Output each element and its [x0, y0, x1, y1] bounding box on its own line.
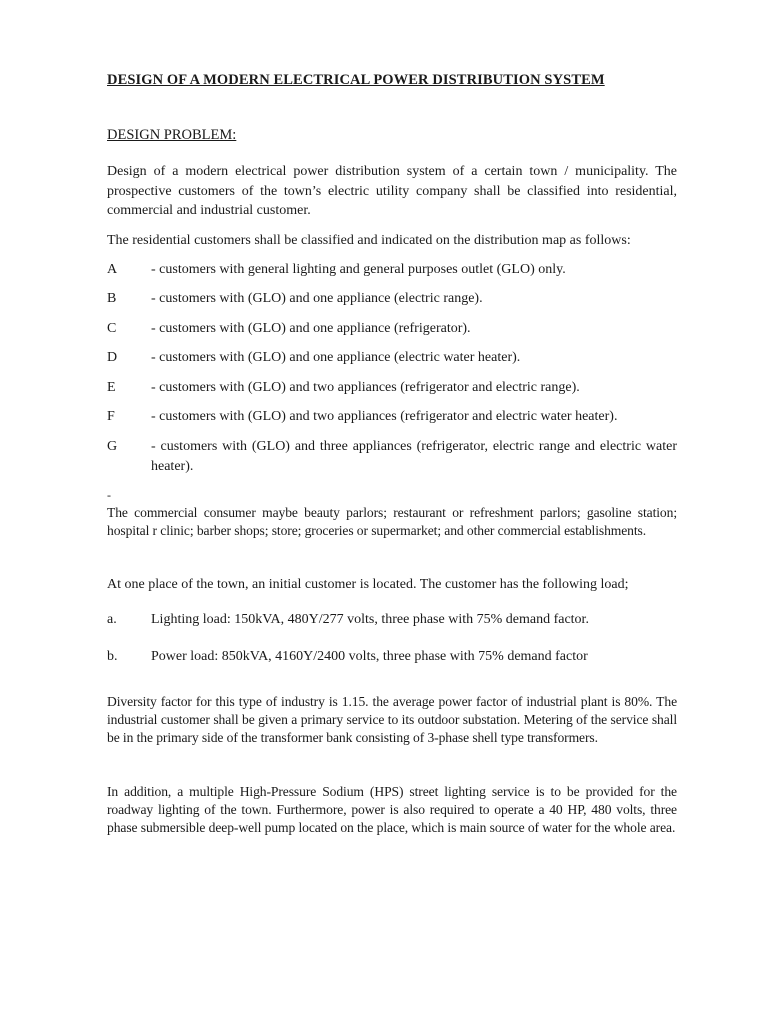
list-letter: a.: [107, 612, 117, 627]
list-text: - customers with (GLO) and one appliance (electric range).: [151, 291, 483, 306]
list-letter: E: [107, 380, 116, 395]
list-letter: C: [107, 321, 117, 336]
list-text: - customers with (GLO) and two appliances (refrigerator and electric range).: [151, 380, 580, 395]
residential-intro-paragraph: The residential customers shall be classified and indicated on the distribution map as follows:: [107, 233, 631, 248]
document-title: DESIGN OF A MODERN ELECTRICAL POWER DISTRIBUTION SYSTEM: [107, 72, 605, 88]
list-letter: B: [107, 291, 117, 306]
list-text: - customers with (GLO) and one appliance (electric water heater).: [151, 350, 521, 365]
list-text: Power load: 850kVA, 4160Y/2400 volts, three phase with 75% demand factor: [151, 649, 588, 664]
list-text: Lighting load: 150kVA, 480Y/277 volts, three phase with 75% demand factor.: [151, 612, 589, 627]
list-letter: D: [107, 350, 118, 365]
list-text: - customers with (GLO) and one appliance (refrigerator).: [151, 321, 471, 336]
intro-paragraph: Design of a modern electrical power distribution system of a certain town / municipality. The prospective customers of the town’s electric utility company shall be classified into residential, commercial and industrial customer.: [107, 164, 677, 218]
addition-paragraph: In addition, a multiple High-Pressure Sodium (HPS) street lighting service is to be provided for the roadway lighting of the town. Furthermore, power is also required to operate a 40 HP, 480 volts, three phase submersible deep-well pump located on the place, which is main source of water for the whole area.: [107, 784, 677, 835]
list-letter: A: [107, 262, 118, 277]
commercial-paragraph: The commercial consumer maybe beauty parlors; restaurant or refreshment parlors; gasoline station; hospital r clinic; barber shops; store; groceries or supermarket; and other commercial establishments.: [107, 505, 677, 538]
section-heading: DESIGN PROBLEM:: [107, 127, 237, 143]
diversity-paragraph: Diversity factor for this type of industry is 1.15. the average power factor of industrial plant is 80%. The industrial customer shall be given a primary service to its outdoor substation. Metering of the service shall be in the primary side of the transformer bank consisting of 3-phase shell type transformers.: [107, 694, 677, 745]
list-letter: F: [107, 409, 115, 424]
list-letter: G: [107, 439, 118, 454]
list-text: - customers with (GLO) and three appliances (refrigerator, electric range and electric water heater).: [151, 439, 677, 474]
list-text: - customers with (GLO) and two appliances (refrigerator and electric water heater).: [151, 409, 618, 424]
stray-dash: -: [107, 488, 111, 502]
list-letter: b.: [107, 649, 118, 664]
list-text: - customers with general lighting and general purposes outlet (GLO) only.: [151, 262, 566, 277]
initial-customer-paragraph: At one place of the town, an initial customer is located. The customer has the following load;: [107, 577, 629, 592]
